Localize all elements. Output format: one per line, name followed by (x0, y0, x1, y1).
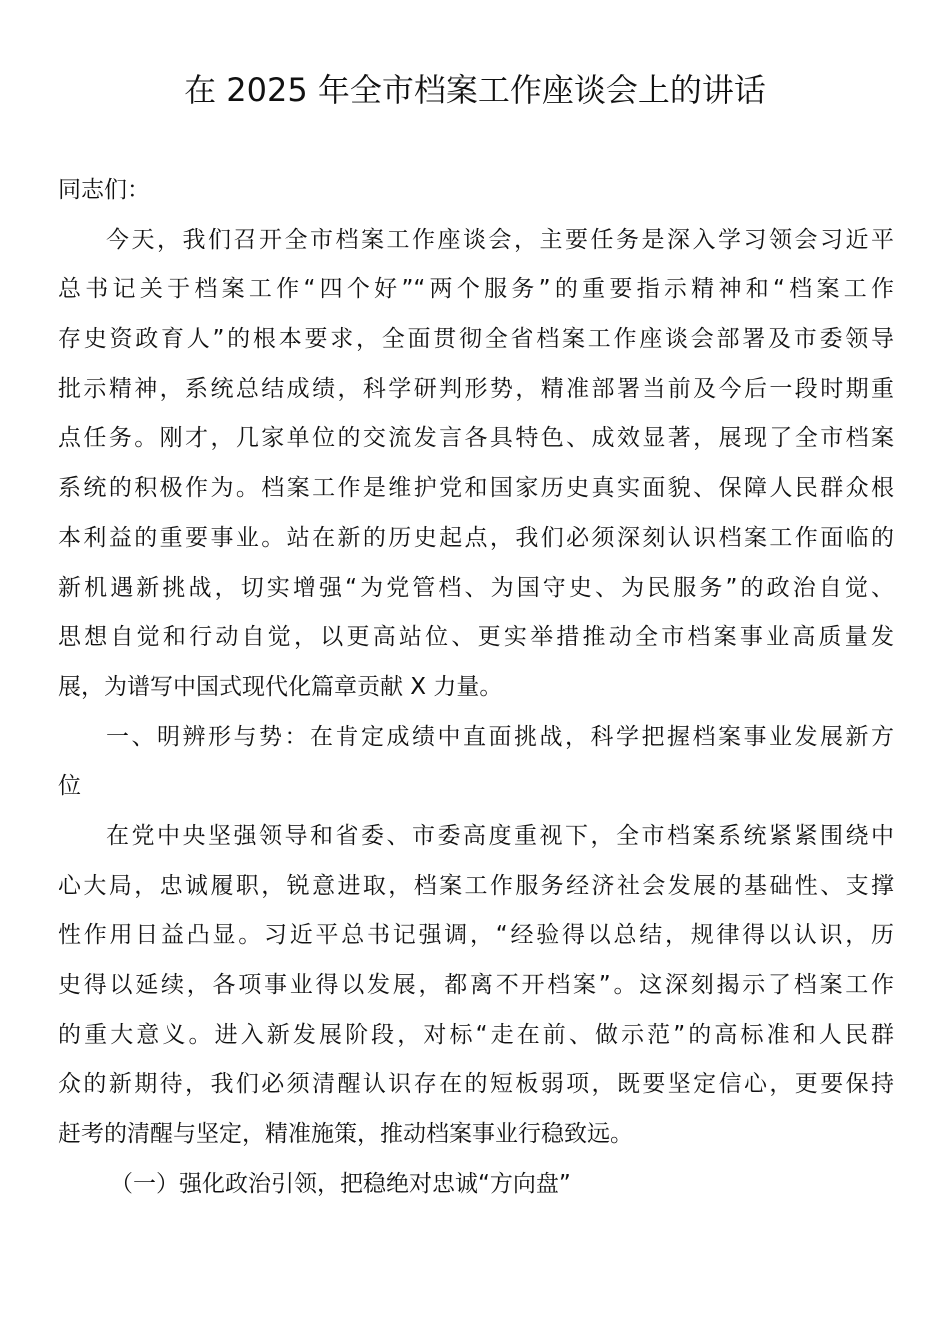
paragraph-line: 思想自觉和行动自觉，以更高站位、更实举措推动全市档案事业高质量发 (58, 624, 894, 651)
paragraph-line: 本利益的重要事业。站在新的历史起点，我们必须深刻认识档案工作面临的 (58, 524, 894, 551)
paragraph-line: 存史资政育人”的根本要求，全面贯彻全省档案工作座谈会部署及市委领导 (58, 326, 894, 353)
paragraph-section-1 (58, 812, 894, 1160)
heading-line: 一、明辨形与势：在肯定成绩中直面挑战，科学把握档案事业发展新方 (106, 723, 894, 750)
paragraph-line: 系统的积极作为。档案工作是维护党和国家历史真实面貌、保障人民群众根 (58, 475, 894, 502)
paragraph-line: 今天，我们召开全市档案工作座谈会，主要任务是深入学习领会习近平 (106, 226, 894, 253)
paragraph-line: 心大局，忠诚履职，锐意进取，档案工作服务经济社会发展的基础性、支撑 (58, 872, 894, 899)
paragraph-line: 众的新期待，我们必须清醒认识存在的短板弱项，既要坚定信心，更要保持 (58, 1071, 894, 1098)
paragraph-line: 展，为谱写中国式现代化篇章贡献 X 力量。 (58, 673, 503, 700)
paragraph-line: 性作用日益凸显。习近平总书记强调，“经验得以总结，规律得以认识，历 (58, 922, 894, 949)
paragraph-line: 点任务。刚才，几家单位的交流发言各具特色、成效显著，展现了全市档案 (58, 425, 894, 452)
heading-line: （一）强化政治引领，把稳绝对忠诚“方向盘” (110, 1170, 571, 1197)
paragraph-line: 批示精神，系统总结成绩，科学研判形势，精准部署当前及今后一段时期重 (58, 375, 894, 402)
document-title: 在 2025 年全市档案工作座谈会上的讲话 (184, 71, 766, 109)
paragraph-line: 新机遇新挑战，切实增强“为党管档、为国守史、为民服务”的政治自觉、 (58, 574, 894, 601)
paragraph-line: 史得以延续，各项事业得以发展，都离不开档案”。这深刻揭示了档案工作 (58, 972, 894, 998)
paragraph-line: 总书记关于档案工作“四个好”“两个服务”的重要指示精神和“档案工作 (58, 276, 894, 303)
heading-line: 位 (58, 773, 81, 800)
document-body (58, 166, 894, 1209)
paragraph-line: 在党中央坚强领导和省委、市委高度重视下，全市档案系统紧紧围绕中 (106, 822, 894, 849)
paragraph-intro (58, 216, 894, 713)
paragraph-line: 的重大意义。进入新发展阶段，对标“走在前、做示范”的高标准和人民群 (58, 1021, 894, 1048)
subsection-heading-1 (58, 1160, 894, 1210)
section-heading-1 (58, 713, 894, 812)
paragraph-line: 赶考的清醒与坚定，精准施策，推动档案事业行稳致远。 (58, 1121, 633, 1148)
salutation: 同志们： (58, 177, 150, 203)
